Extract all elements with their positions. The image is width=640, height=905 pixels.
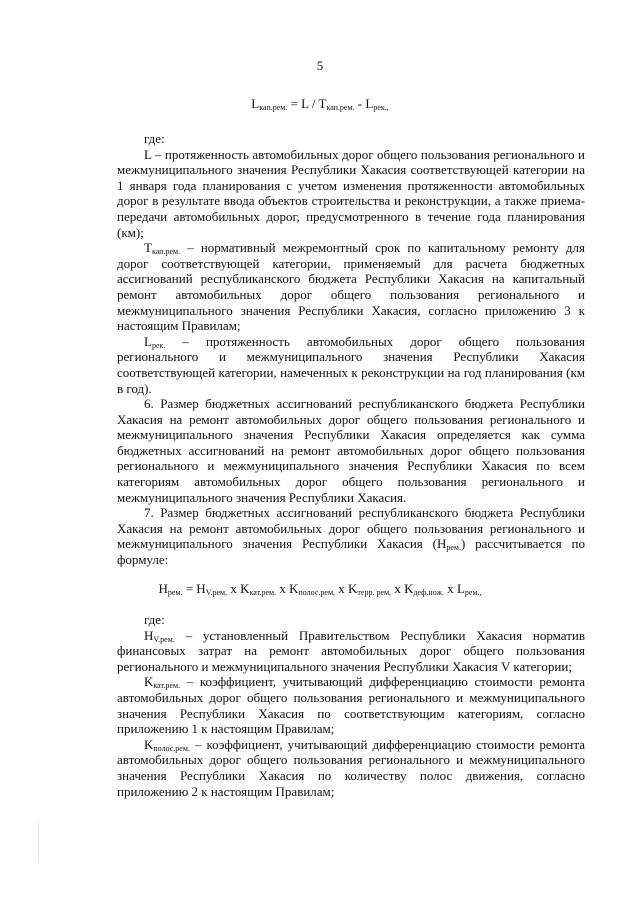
definition-k-polos-rem: $K_{полос.рем.}$ – коэффициент, учитывающий дифференциацию стоимости ремонта автомобильных дорог общего пользования регионального и межмуниципального значения Республики Хакасия по количеству полос движения, согласно приложению 2 к настоящим Правилам; [117, 736, 585, 799]
where-label: где: [144, 131, 165, 146]
paragraph-7: 7. Размер бюджетных ассигнований республиканского бюджета Республики Хакасия на ремонт автомобильных дорог общего пользования регионального и межмуниципального значения Республики Хакасия $(H_{рем.})$ рассчитывается по формуле: [117, 505, 585, 568]
where-label-2: где: [144, 612, 165, 627]
definition-hv-rem: $H_{V.рем.}$ – установленный Правительством Республики Хакасия норматив финансовых затрат на ремонт автомобильных дорог общего пользования регионального и межмуниципального значения Республики Хакасия V категории; [117, 627, 585, 674]
page-number: 5 [316, 58, 324, 73]
formula-repair-allocation: $H_{рем.} = H_{V.рем.}$ x $K_{кат.рем.}$ x $K_{полос.рем.}$ x $K_{терр. рем.}$ x $K_{деф.нож.}$ x $L_{рем.,}$ [158, 581, 482, 597]
definition-l: L – протяженность автомобильных дорог общего пользования регионального и межмуниципального значения Республики Хакасия соответствующей категории на 1 января года планирования с учетом изменения протяженности автомобильных дорог в результате ввода объектов строительства и реконструкции, а также приема-передачи автомобильных дорог, предусмотренного в течение года планирования (км); [117, 146, 585, 240]
definition-t-kap-rem: $T_{кап.рем.}$ – нормативный межремонтный срок по капитальному ремонту для дорог соответствующей категории, применяемый для расчета бюджетных ассигнований республиканского бюджета Республики Хакасия на капитальный ремонт автомобильных дорог общего пользования регионального и межмуниципального значения Республики Хакасия, согласно приложению 3 к настоящим Правилам; [117, 240, 585, 334]
scan-edge-mark [38, 822, 39, 862]
definitions-block-1 [117, 131, 585, 568]
definition-l-rek: $L_{рек.}$ – протяженность автомобильных дорог общего пользования регионального и межмуниципального значения Республики Хакасия соответствующей категории, намеченных к реконструкции на год планирования (км в год). [117, 333, 585, 396]
formula-capital-repair-length: $L_{кап.рем.} = L / T_{кап.рем.} - L_{рек.,}$ [251, 96, 389, 112]
definitions-block-2 [117, 612, 585, 799]
paragraph-6: 6. Размер бюджетных ассигнований республиканского бюджета Республики Хакасия на ремонт автомобильных дорог общего пользования регионального и межмуниципального значения Республики Хакасия определяется как сумма бюджетных ассигнований на ремонт автомобильных дорог общего пользования регионального и межмуниципального значения Республики Хакасия по всем категориям автомобильных дорог общего пользования регионального и межмуниципального значения Республики Хакасия. [117, 396, 585, 505]
definition-k-kat-rem: $K_{кат.рем.}$ – коэффициент, учитывающий дифференциацию стоимости ремонта автомобильных дорог общего пользования регионального и межмуниципального значения Республики Хакасия по соответствующим категориям, согласно приложению 1 к настоящим Правилам; [117, 674, 585, 737]
